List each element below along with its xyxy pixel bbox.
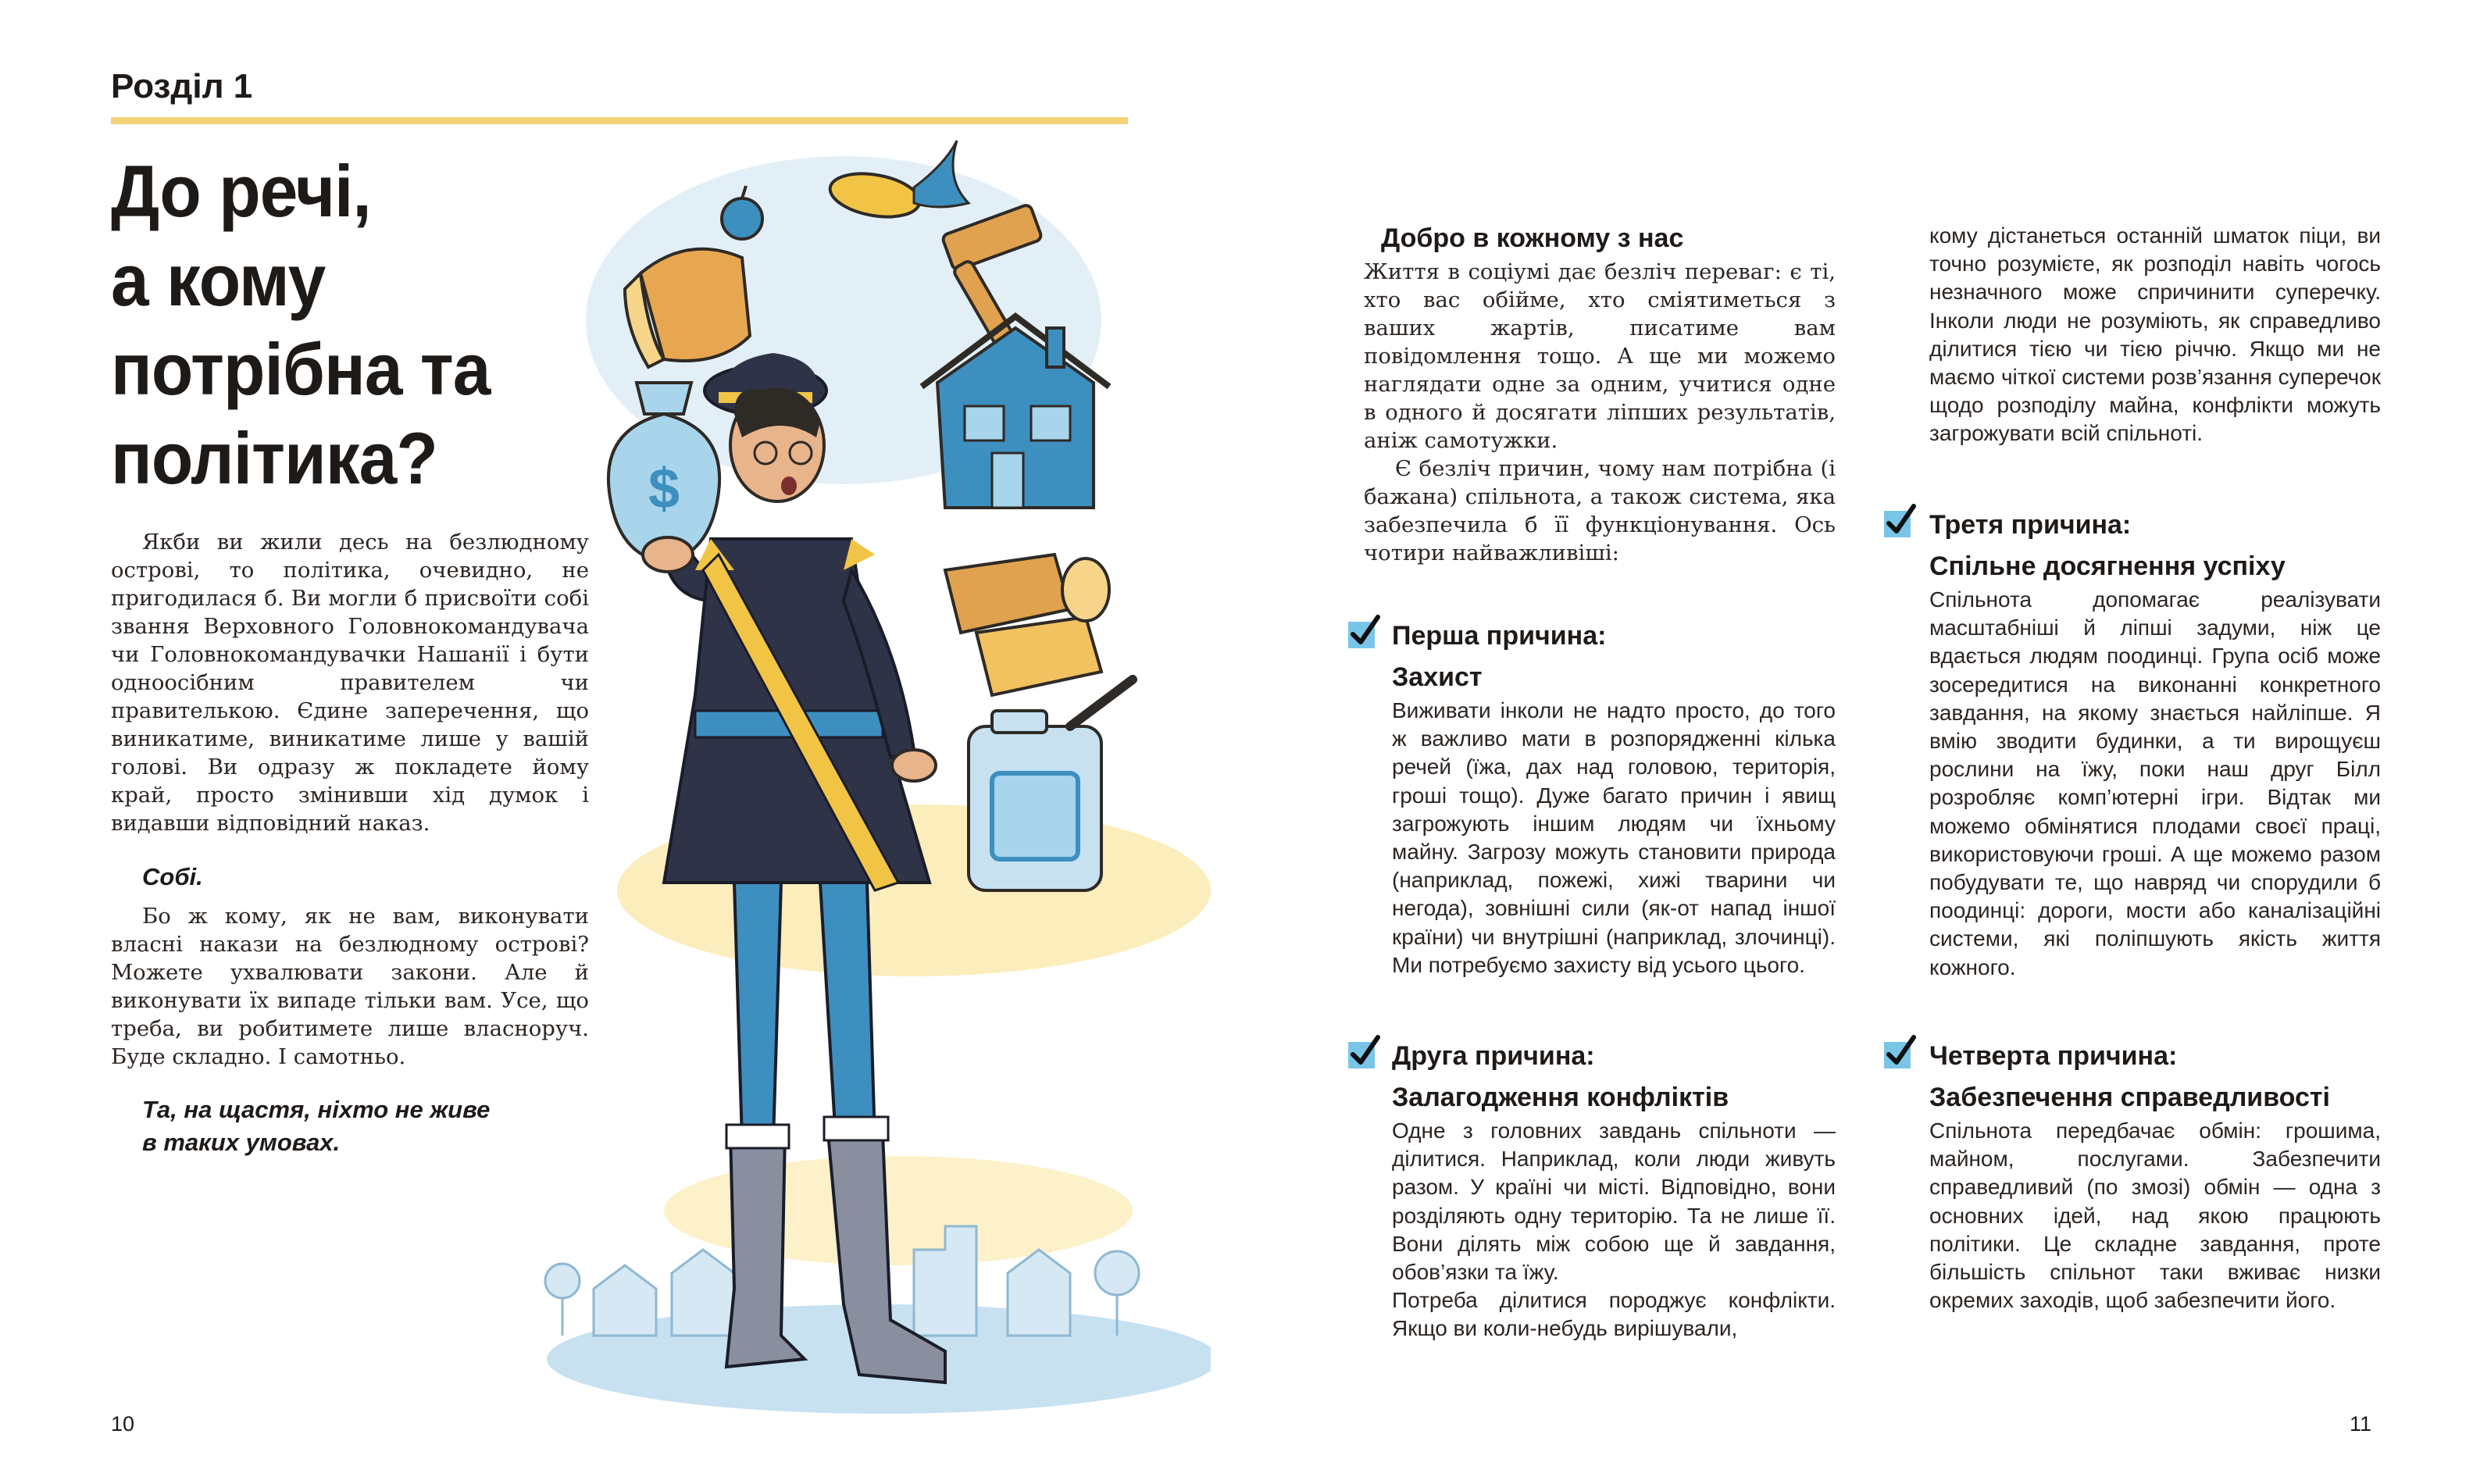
second-paragraph: Бо ж кому, як не вам, виконувати власні накази на безлюдному острові? Можете ухвалювати закони. Але й виконувати їх випаде тільки вам. Усе, що треба, ви робитимете лише власноруч. Буде складно. І самотньо.	[111, 904, 589, 1069]
page-title	[111, 147, 547, 503]
reason-paragraph: кому дістанеться останній шматок піци, ви точно розумієте, як розподіл навіть чогось незначного може спричинити суперечку. Інколи люди не розуміють, як справедливо ділитися тією чи тією річчю. Якщо ми не маємо чіткої системи розв’язання суперечок щодо розподілу майна, конфлікти можуть загрожувати всій спільноті.	[1929, 223, 2381, 446]
checkmark-icon	[1348, 1034, 1383, 1068]
reason-title: Третя причина:	[1929, 510, 2132, 540]
checkmark-icon	[1348, 614, 1383, 648]
closing-line: в таких умовах.	[142, 1129, 341, 1156]
title-line: а кому	[111, 239, 326, 321]
to-self-note: Собі.	[142, 863, 203, 890]
reason-subtitle: Спільне досягнення успіху	[1929, 551, 2286, 581]
checkmark-icon	[1884, 1034, 1918, 1068]
title-line: До речі,	[111, 150, 371, 232]
reason-title: Четверта причина:	[1929, 1041, 2178, 1071]
reason-title: Друга причина:	[1392, 1041, 1595, 1071]
reason-body	[1929, 586, 2381, 982]
intro-paragraph: Якби ви жили десь на безлюдному острові, то політика, очевидно, не пригодилася б. Ви могли б присвоїти собі звання Верховного Головнокомандувача чи Головнокомандувачки Нашанії і бути одноосібним правителем чи правителькою. Єдине заперечення, що виникатиме, виникатиме лише у вашій голові. Ви одразу ж покладете йому край, просто змінивши хід думок і видавши відповідний наказ.	[111, 530, 589, 836]
closing-line: Та, на щастя, ніхто не живе	[142, 1096, 491, 1123]
svg-text:$: $	[648, 458, 680, 520]
reason-paragraph: Виживати інколи не надто просто, до того ж важливо мати в розпорядженні кілька речей (їжа, дах над головою, територія, гроші тощо). Дуже багато причин і явищ загрожують іншим людям чи їхньому майну. Загрозу можуть становити природа (наприклад, пожежі, хижі тварини чи негода), зовнішні сили (як-от напад іншої країни) чи внутрішні (наприклад, злочинці). Ми потребуємо захисту від усього цього.	[1392, 698, 1836, 977]
page-number-right: 11	[2350, 1412, 2372, 1436]
reason-body	[1392, 1117, 1836, 1343]
section-heading: Добро в кожному з нас	[1381, 223, 1684, 253]
title-line: політика?	[111, 417, 437, 499]
juggler-illustration	[508, 102, 1211, 1445]
title-line: потрібна та	[111, 328, 491, 410]
section-label: Розділ 1	[111, 67, 253, 105]
reason-title: Перша причина:	[1392, 621, 1607, 651]
reason-paragraph: Спільнота допомагає реалізувати масштабніші й ліпші задуми, ніж це вдається людям поодинці. Група осіб може зосередитися на виконанні конкретного завдання, на якому знається найліпше. Я вмію зводити будинки, а ти вирощуєш рослини на їжу, поки наш друг Білл розробляє комп’ютерні ігри. Відтак ми можемо обмінятися плодами своєї праці, використовуючи гроші. А ще можемо разом побудувати те, що навряд чи спорудили б поодинці: дороги, мости або каналізаційні системи, які поліпшують якість життя кожного.	[1929, 587, 2381, 979]
reason-paragraph: Потреба ділитися породжує конфлікти. Якщо ви коли-небудь вирішували,	[1392, 1288, 1836, 1341]
logs-icon	[945, 555, 1109, 695]
intro-paragraph-2: Є безліч причин, чому нам потрібна (і бажана) спільнота, а також система, яка забезпечила б її функціонування. Ось чотири найважливіші:	[1364, 456, 1836, 565]
page-number-left: 10	[111, 1412, 135, 1436]
intro-paragraph-1: Життя в соціумі дає безліч переваг: є ті, хто вас обійме, хто сміятиметься з ваших жартів, писатиме вам повідомлення тощо. А ще ми можемо наглядати одне за одним, учитися одне в одного й досягати ліпших результатів, аніж самотужки.	[1364, 259, 1836, 453]
checkmark-icon	[1884, 503, 1918, 537]
heading-text	[1364, 258, 1836, 567]
reason-subtitle: Залагодження конфліктів	[1392, 1083, 1729, 1112]
reason-body	[1929, 1117, 2381, 1315]
reason-subtitle: Забезпечення справедливості	[1929, 1083, 2330, 1112]
right-column-1	[1364, 220, 1836, 567]
reason-body	[1392, 697, 1836, 979]
reason-paragraph: Спільнота передбачає обмін: грошима, майном, послугами. Забезпечити справедливий (по змозі) обмін — одна з основних ідей, над якою працюють політики. Це складне завдання, проте більшість спільнот таки вживає низки окремих заходів, щоб забезпечити його.	[1929, 1118, 2381, 1313]
reason-paragraph: Одне з головних завдань спільноти — ділитися. Наприклад, коли люди живуть разом. У країні чи місті. Відповідно, вони розділяють одну територію. Та не лише її. Вони ділять між собою ще й завдання, обов’язки та їжу.	[1392, 1118, 1836, 1285]
reason-conflicts-continuation	[1929, 222, 2381, 448]
reason-subtitle: Захист	[1392, 662, 1483, 692]
